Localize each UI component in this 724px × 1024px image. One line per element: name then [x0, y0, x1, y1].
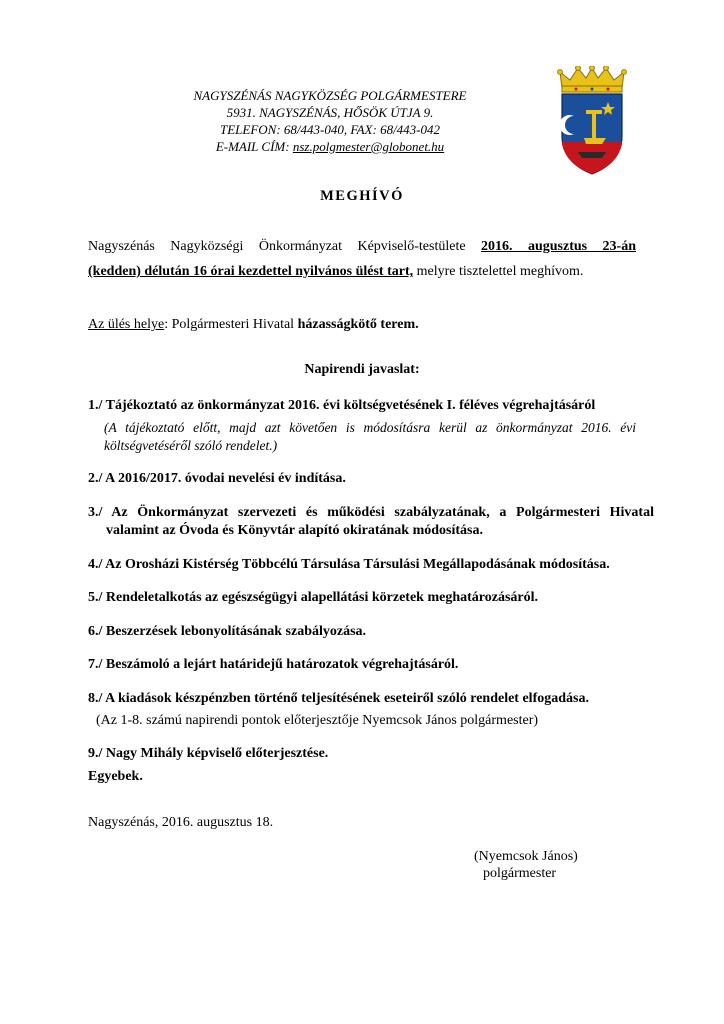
agenda-item-4: 4./ Az Orosházi Kistérség Többcélú Társulása Társulási Megállapodásának módosítása.	[88, 557, 610, 572]
email-link[interactable]: nsz.polgmester@globonet.hu	[292, 139, 445, 154]
intro-date: 2016. augusztus 23-án	[481, 239, 636, 254]
letterhead-phone: TELEFON: 68/443-040, FAX: 68/443-042	[219, 122, 441, 137]
agenda-other: Egyebek.	[88, 769, 143, 784]
intro-paragraph-line2	[88, 261, 636, 282]
agenda-item-8-note: (Az 1-8. számú napirendi pontok előterjesztője Nyemcsok János polgármester)	[96, 713, 539, 728]
venue-place: házasságkötő terem.	[297, 317, 419, 332]
agenda-item-6: 6./ Beszerzések lebonyolításának szabályozása.	[88, 624, 367, 639]
agenda-item-8: 8./ A kiadások készpénzben történő teljesítésének eseteiről szóló rendelet elfogadása.	[88, 691, 589, 706]
letterhead-address: 5931. NAGYSZÉNÁS, HŐSÖK ÚTJA 9.	[226, 105, 434, 120]
agenda-item-7: 7./ Beszámoló a lejárt határidejű határozatok végrehajtásáról.	[88, 657, 459, 672]
agenda-item-1: 1./ Tájékoztató az önkormányzat 2016. évi költségvetésének I. féléves végrehajtásáról	[88, 398, 596, 413]
intro-time: (kedden) délután 16 órai kezdettel nyilvános ülést tart,	[88, 264, 414, 279]
venue-sep: : Polgármesteri Hivatal	[164, 317, 298, 332]
agenda-item-5: 5./ Rendeletalkotás az egészségügyi alapellátási körzetek meghatározásáról.	[88, 590, 539, 605]
letterhead-line1: NAGYSZÉNÁS NAGYKÖZSÉG POLGÁRMESTERE	[193, 88, 467, 103]
intro-lead: Nagyszénás Nagyközségi Önkormányzat Képviselő-testülete	[88, 239, 482, 254]
agenda-item-2: 2./ A 2016/2017. óvodai nevelési év indítása.	[88, 471, 346, 486]
agenda-item-9: 9./ Nagy Mihály képviselő előterjesztése.	[88, 746, 329, 761]
agenda-item-3: 3./ Az Önkormányzat szervezeti és működési szabályzatának, a Polgármesteri Hivatal valamint az Óvoda és Könyvtár alapító okiratának módosítása.	[88, 505, 654, 538]
venue-line	[88, 314, 636, 335]
agenda-item-1-note: (A tájékoztató előtt, majd azt követően is módosításra kerül az önkormányzat 2016. évi költségvetéséről szóló rendelet.)	[104, 420, 636, 453]
letterhead-email-line	[130, 138, 530, 155]
letterhead	[130, 87, 530, 155]
place-date: Nagyszénás, 2016. augusztus 18.	[88, 815, 274, 830]
intro-tail: melyre tisztelettel meghívom.	[413, 264, 584, 279]
venue-label: Az ülés helye	[88, 317, 165, 332]
municipal-coat-of-arms-icon	[556, 66, 628, 176]
document-title: MEGHÍVÓ	[320, 188, 404, 204]
email-label: E-MAIL CÍM:	[215, 139, 293, 154]
agenda-title: Napirendi javaslat:	[304, 362, 420, 377]
signature-name: (Nyemcsok János)	[474, 849, 578, 864]
signature-role: polgármester	[483, 866, 557, 881]
intro-paragraph	[88, 236, 636, 257]
